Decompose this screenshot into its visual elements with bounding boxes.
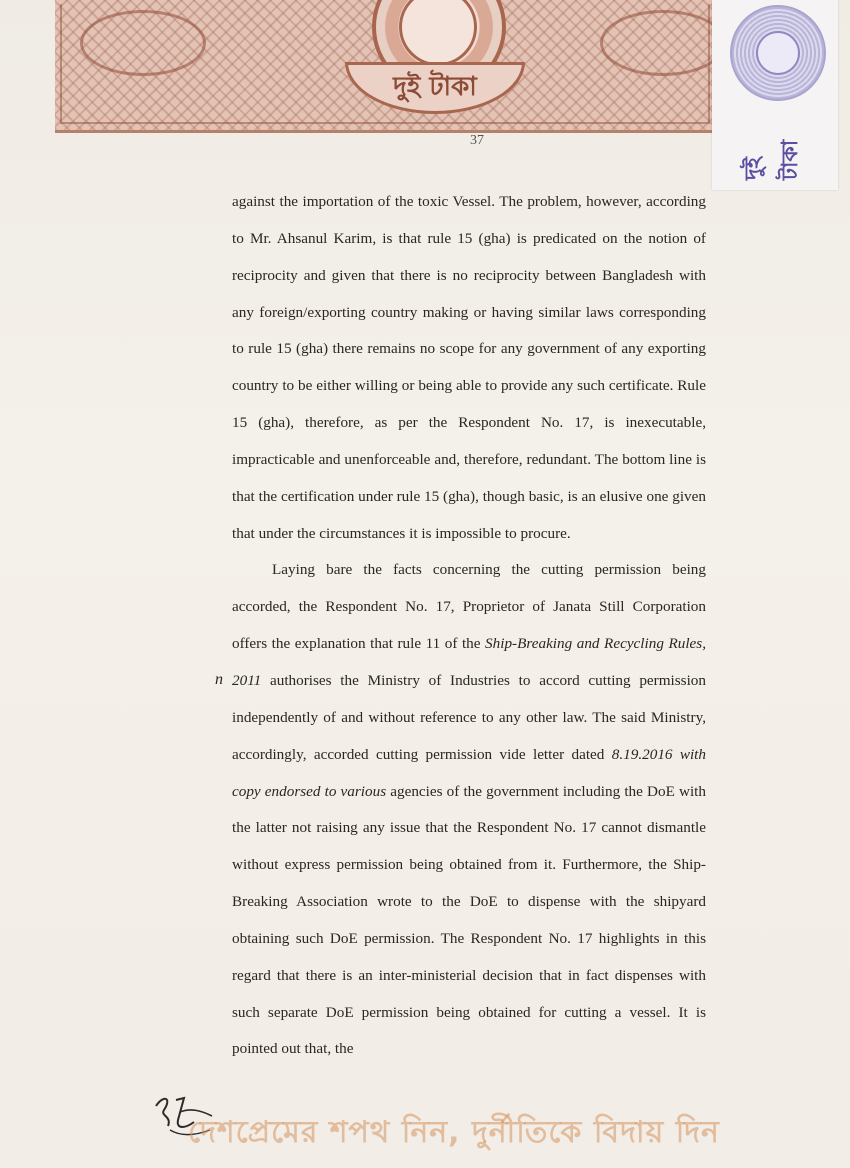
text-segment: against the importation of the toxic Vessel. The problem, however, according to Mr. Ahsanul Karim, is that rule 15 (gha) is predicated on the notion of reciprocity and given that there is no reciprocity between Bangladesh with any foreign/exporting country making or having similar laws corresponding to rule 15 (gha) there remains no scope for any government of any exporting country to be either willing or being able to provide any such certificate. Rule 15 (gha), therefore, as per the Respondent No. 17, is inexecutable, impracticable and unenforceable and, therefore, redundant. The bottom line is that the certification under rule 15 (gha), though basic, is an elusive one given that under the circumstances it is impossible to procure. [232,193,706,542]
paragraph-2 [232,552,706,1068]
text-segment: Laying bare the facts concerning the cutting permission being accorded, the Respondent No. 17, Proprietor of Janata Still Corporation offers the explanation that rule 11 of the [232,561,706,653]
stamp-value-label: দুই টাকা [393,72,477,102]
seal-value-label: দুই টাকা [741,139,803,180]
anti-corruption-slogan: দেশপ্রেমের শপথ নিন, দুর্নীতিকে বিদায় দিন [188,1114,720,1150]
court-seal-sticker [712,0,838,190]
italic-text: Ship-Breaking and Recycling Rules, 2011 [232,635,707,689]
page-number: 37 [470,133,484,148]
margin-mark: n [215,671,223,688]
ornament-left [80,10,206,76]
ornament-right [600,10,726,76]
body-text [232,184,706,1068]
paragraph-1 [232,184,706,552]
italic-text: 8.19.2016 with copy endorsed to various [232,745,707,800]
text-segment: authorises the Ministry of Industries to accord cutting permission independently of and without reference to any other law. The said Ministry, accordingly, accorded cutting permission vide letter dated [232,671,706,763]
seal-core [756,31,800,75]
text-segment: agencies of the government including the DoE with the latter not raising any issue that the Respondent No. 17 cannot dismantle without express permission being obtained from it. Furthermore, the Ship-Breaking Association wrote to the DoE to dispense with the shipyard obtaining such DoE permission. The Respondent No. 17 highlights in this regard that there is an inter-ministerial decision that in fact dispenses with such separate DoE permission being obtained for cutting a vessel. It is pointed out that, the [232,782,706,1058]
